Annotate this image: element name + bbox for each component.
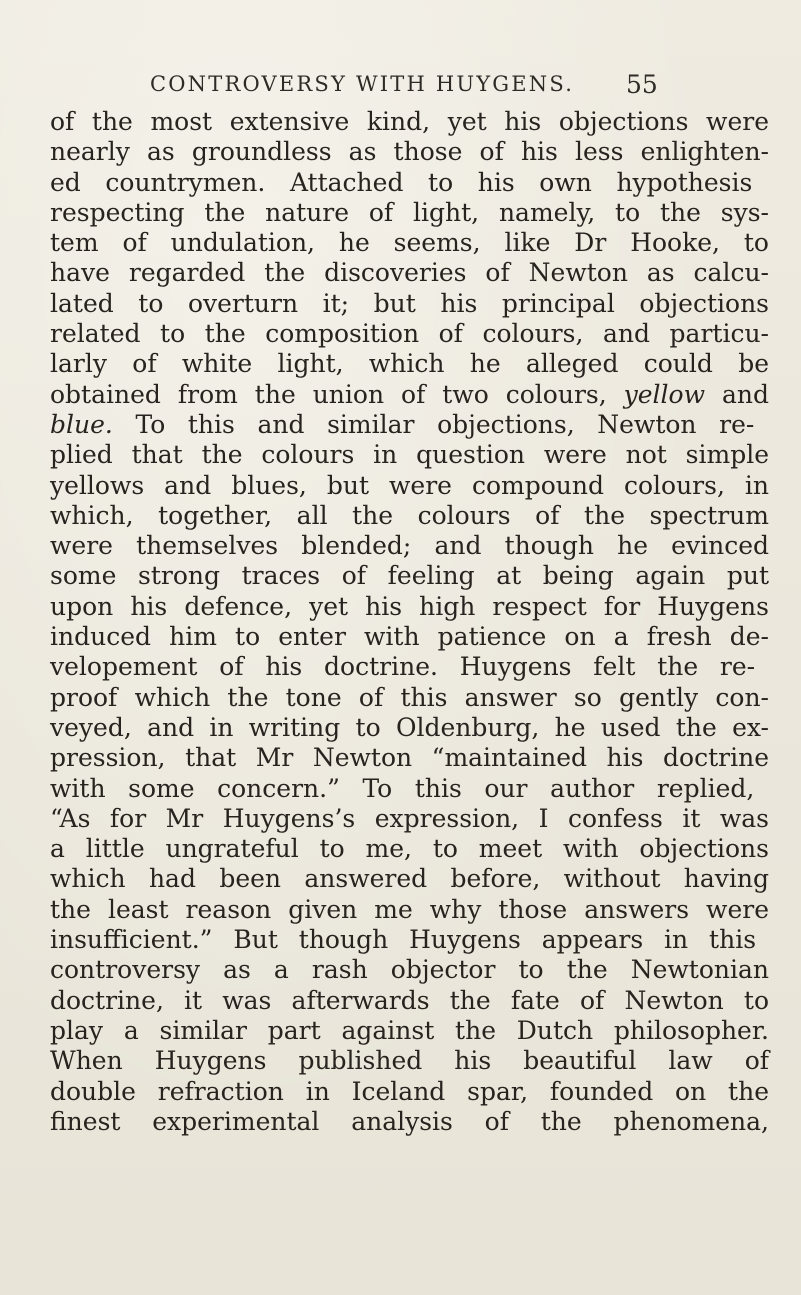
text-line xyxy=(50,531,769,561)
text-run: To this and similar objections, Newton re- xyxy=(112,409,755,439)
text-run: finest experimental analysis of the phenomena, xyxy=(50,1106,769,1136)
text-line xyxy=(50,107,769,137)
text-run: controversy as a rash objector to the Newtonian xyxy=(50,955,769,985)
text-run: velopement of his doctrine. Huygens felt the re- xyxy=(50,652,756,682)
text-line xyxy=(50,258,769,288)
text-line xyxy=(50,380,769,410)
text-run: the least reason given me why those answers were xyxy=(50,894,769,924)
text-run: play a similar part against the Dutch philosopher. xyxy=(50,1015,769,1045)
text-line xyxy=(50,319,769,349)
text-line xyxy=(50,774,769,804)
text-line xyxy=(50,622,769,652)
italic-text-run: blue. xyxy=(50,409,113,439)
text-run: lated to overturn it; but his principal objections xyxy=(50,288,769,318)
running-head: CONTROVERSY WITH HUYGENS. xyxy=(150,72,575,96)
text-run: yellows and blues, but were compound colours, in xyxy=(50,470,769,500)
italic-text-run: yellow xyxy=(623,379,706,409)
text-run: a little ungrateful to me, to meet with objections xyxy=(50,834,769,864)
text-line xyxy=(50,168,769,198)
text-run: upon his defence, yet his high respect for Huygens xyxy=(50,591,769,621)
text-run: veyed, and in writing to Oldenburg, he used the ex- xyxy=(50,712,769,742)
text-run: plied that the colours in question were not simple xyxy=(50,440,770,470)
text-line xyxy=(50,198,769,228)
text-line xyxy=(50,743,769,773)
text-run: which, together, all the colours of the spectrum xyxy=(50,500,769,530)
text-run: larly of white light, which he alleged could be xyxy=(50,349,769,379)
text-line xyxy=(50,834,769,864)
text-line xyxy=(50,652,769,682)
text-run: doctrine, it was afterwards the fate of Newton to xyxy=(50,985,769,1015)
text-line xyxy=(50,471,769,501)
text-line xyxy=(50,561,769,591)
text-run: obtained from the union of two colours, xyxy=(50,379,624,409)
text-run: induced him to enter with patience on a fresh de- xyxy=(50,622,769,652)
text-line xyxy=(50,1046,769,1076)
text-run: insufficient.” But though Huygens appears in this xyxy=(50,925,757,955)
text-run: and xyxy=(705,379,769,409)
text-run: which had been answered before, without having xyxy=(50,864,769,894)
text-run: were themselves blended; and though he evinced xyxy=(50,531,769,561)
text-line xyxy=(50,713,769,743)
text-line xyxy=(50,864,769,894)
text-run: some strong traces of feeling at being again put xyxy=(50,561,769,591)
text-line xyxy=(50,137,769,167)
text-line xyxy=(50,925,769,955)
text-line xyxy=(50,804,769,834)
text-run: When Huygens published his beautiful law of xyxy=(50,1046,769,1076)
text-run: double refraction in Iceland spar, founded on the xyxy=(50,1076,769,1106)
text-line xyxy=(50,683,769,713)
text-line xyxy=(50,410,769,440)
text-line xyxy=(50,1077,769,1107)
text-line xyxy=(50,986,769,1016)
text-run: tem of undulation, he seems, like Dr Hooke, to xyxy=(50,228,769,258)
text-run: respecting the nature of light, namely, to the sys- xyxy=(50,197,769,227)
text-run: have regarded the discoveries of Newton as calcu- xyxy=(50,258,770,288)
text-run: nearly as groundless as those of his less enlighten- xyxy=(50,137,769,167)
text-line xyxy=(50,1107,769,1137)
text-line xyxy=(50,440,769,470)
page-header xyxy=(0,72,801,102)
text-line xyxy=(50,895,769,925)
text-run: pression, that Mr Newton “maintained his doctrine xyxy=(50,743,769,773)
text-line xyxy=(50,955,769,985)
text-run: “As for Mr Huygens’s expression, I confess it was xyxy=(50,803,769,833)
text-line xyxy=(50,289,769,319)
page-number: 55 xyxy=(626,70,658,99)
text-run: of the most extensive kind, yet his objections were xyxy=(50,107,769,136)
body-text xyxy=(50,107,769,1137)
text-line xyxy=(50,228,769,258)
text-run: related to the composition of colours, and particu- xyxy=(50,319,769,349)
text-line xyxy=(50,349,769,379)
text-line xyxy=(50,592,769,622)
text-run: ed countrymen. Attached to his own hypothesis xyxy=(50,167,753,197)
text-line xyxy=(50,501,769,531)
text-run: with some concern.” To this our author replied, xyxy=(50,773,755,803)
text-run: proof which the tone of this answer so gently con- xyxy=(50,682,769,712)
text-line xyxy=(50,1016,769,1046)
